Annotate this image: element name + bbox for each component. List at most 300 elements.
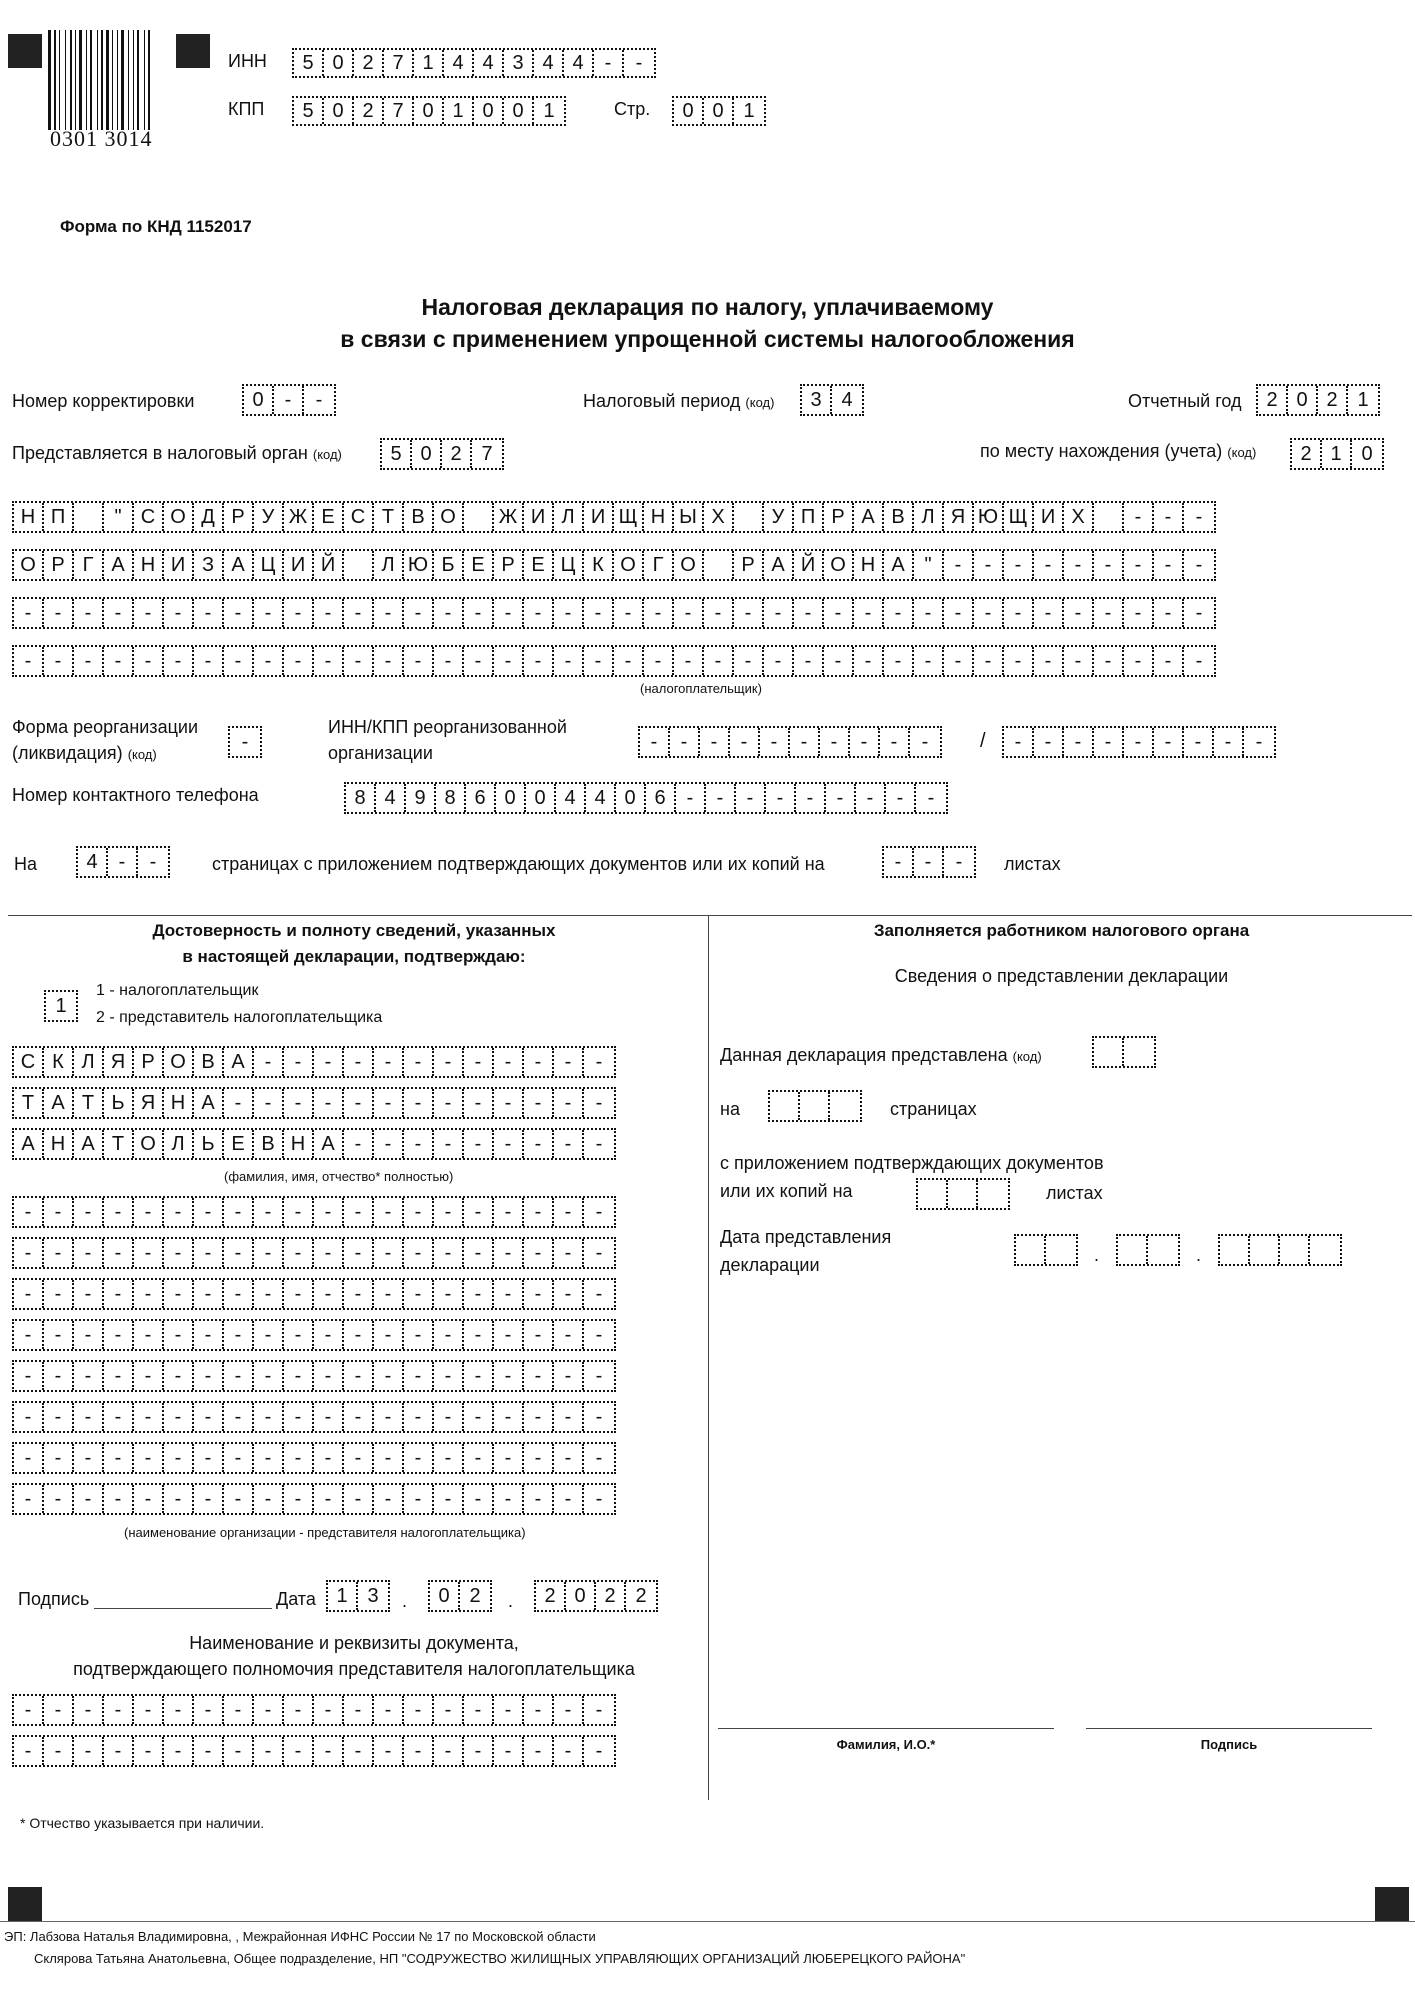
char-cell: -: [974, 647, 1004, 675]
char-cell: -: [1255, 731, 1263, 753]
char-cell: -: [134, 1696, 164, 1724]
char-cell: 0: [324, 50, 354, 76]
char-cell: ": [914, 551, 944, 579]
char-cell: -: [1004, 551, 1034, 579]
char-cell: -: [595, 1740, 603, 1762]
char-cell: -: [554, 1403, 584, 1431]
char-cell: -: [434, 1485, 464, 1513]
char-cell: -: [464, 1737, 494, 1765]
char-cell: 7: [384, 98, 414, 124]
char-cell: -: [344, 1321, 374, 1349]
char-cell: 1: [444, 98, 474, 124]
char-cell: 6: [466, 784, 496, 812]
char-cell: Т: [74, 1089, 104, 1117]
char-cell: -: [374, 1280, 404, 1308]
char-cell: Л: [74, 1048, 104, 1076]
char-cell: Н: [134, 551, 164, 579]
corner-marker-bottom-left: [8, 1887, 42, 1921]
char-cell: -: [284, 1280, 314, 1308]
char-cell: -: [1124, 647, 1154, 675]
pages-count-field[interactable]: [76, 846, 170, 878]
char-cell: Л: [554, 503, 584, 531]
char-cell: А: [224, 551, 254, 579]
char-cell: -: [241, 731, 249, 753]
signer-patronymic-row[interactable]: [12, 1128, 616, 1160]
char-cell: -: [254, 1737, 284, 1765]
date-year-field[interactable]: [534, 1580, 658, 1612]
char-cell: -: [164, 1444, 194, 1472]
char-cell: 1: [328, 1582, 358, 1610]
char-cell: [1016, 1236, 1046, 1264]
char-cell: -: [524, 1130, 554, 1158]
char-cell: -: [921, 731, 929, 753]
char-cell: -: [44, 1321, 74, 1349]
signer-surname-row[interactable]: [12, 1046, 616, 1078]
barcode-number: 0301 3014: [50, 126, 153, 151]
taxpayer-caption: (налогоплательщик): [640, 681, 762, 696]
char-cell: -: [464, 1280, 494, 1308]
char-cell: -: [434, 1048, 464, 1076]
char-cell: О: [614, 551, 644, 579]
char-cell: -: [1064, 728, 1094, 756]
char-cell: Ю: [404, 551, 434, 579]
char-cell: -: [1124, 728, 1154, 756]
char-cell: -: [1094, 551, 1124, 579]
char-cell: -: [284, 1321, 314, 1349]
signature-label: Подпись: [18, 1589, 90, 1609]
inn-field[interactable]: [292, 48, 656, 78]
char-cell: -: [494, 1089, 524, 1117]
char-cell: -: [554, 1089, 584, 1117]
char-cell: -: [595, 1092, 603, 1114]
reorg-form-label-1: Форма реорганизации: [12, 717, 198, 737]
char-cell: -: [676, 784, 706, 812]
char-cell: Р: [734, 551, 764, 579]
char-cell: -: [1195, 650, 1203, 672]
char-cell: -: [314, 1089, 344, 1117]
char-cell: Р: [494, 551, 524, 579]
signature-line[interactable]: [94, 1608, 272, 1609]
officer-name-label: Фамилия, И.О.*: [836, 1737, 936, 1752]
char-cell: -: [434, 599, 464, 627]
char-cell: -: [1034, 728, 1064, 756]
char-cell: 4: [376, 784, 406, 812]
char-cell: -: [404, 1280, 434, 1308]
char-cell: -: [595, 1488, 603, 1510]
char-cell: Г: [74, 551, 104, 579]
char-cell: -: [344, 1485, 374, 1513]
char-cell: -: [1034, 647, 1064, 675]
attach-label-1: с приложением подтверждающих документов: [720, 1153, 1104, 1173]
char-cell: -: [134, 1362, 164, 1390]
char-cell: -: [194, 1696, 224, 1724]
char-cell: -: [494, 1198, 524, 1226]
char-cell: -: [74, 1696, 104, 1724]
char-cell: 8: [436, 784, 466, 812]
rep-org-row-1[interactable]: [12, 1196, 616, 1228]
barcode-bar: [133, 30, 134, 130]
char-cell: 0: [566, 1582, 596, 1610]
char-cell: В: [404, 503, 434, 531]
char-cell: Ю: [974, 503, 1004, 531]
receive-day-field[interactable]: [1014, 1234, 1078, 1266]
period-field[interactable]: [800, 384, 864, 416]
char-cell: Ж: [284, 503, 314, 531]
char-cell: -: [955, 851, 963, 873]
year-field[interactable]: [1256, 384, 1380, 416]
char-cell: Н: [14, 503, 44, 531]
char-cell: -: [404, 1130, 434, 1158]
char-cell: [344, 551, 374, 579]
char-cell: Т: [104, 1130, 134, 1158]
char-cell: -: [524, 1362, 554, 1390]
char-cell: -: [524, 1737, 554, 1765]
char-cell: 1: [743, 100, 755, 122]
rep-org-row-6[interactable]: [12, 1401, 616, 1433]
char-cell: -: [524, 599, 554, 627]
char-cell: [1250, 1236, 1280, 1264]
char-cell: -: [704, 647, 734, 675]
char-cell: -: [254, 1444, 284, 1472]
rep-org-row-2[interactable]: [12, 1237, 616, 1269]
taxpayer-name-row-4[interactable]: [12, 645, 1216, 677]
char-cell: -: [254, 1048, 284, 1076]
char-cell: -: [464, 1239, 494, 1267]
doc-row-2[interactable]: [12, 1735, 616, 1767]
char-cell: [1148, 1236, 1178, 1264]
char-cell: -: [434, 647, 464, 675]
char-cell: -: [44, 599, 74, 627]
char-cell: -: [674, 599, 704, 627]
char-cell: -: [434, 1403, 464, 1431]
char-cell: -: [14, 1696, 44, 1724]
char-cell: -: [284, 647, 314, 675]
page-title-line2: в связи с применением упрощенной системы налогообложения: [340, 326, 1075, 352]
char-cell: Е: [224, 1130, 254, 1158]
taxpayer-name-row-2[interactable]: [12, 549, 1216, 581]
char-cell: -: [224, 1280, 254, 1308]
doc-row-1[interactable]: [12, 1694, 616, 1726]
char-cell: -: [314, 599, 344, 627]
on-label: на: [720, 1099, 740, 1119]
char-cell: -: [524, 1089, 554, 1117]
date-month-field[interactable]: [428, 1580, 492, 1612]
signer-name-row[interactable]: [12, 1087, 616, 1119]
char-cell: -: [194, 1362, 224, 1390]
char-cell: 3: [802, 386, 832, 414]
kpp-field[interactable]: [292, 96, 566, 126]
char-cell: И: [164, 551, 194, 579]
char-cell: -: [464, 1444, 494, 1472]
char-cell: -: [434, 1737, 464, 1765]
form-code: Форма по КНД 1152017: [60, 217, 252, 236]
char-cell: -: [374, 1089, 404, 1117]
char-cell: 0: [616, 784, 646, 812]
char-cell: -: [644, 647, 674, 675]
barcode-bar: [101, 30, 103, 130]
char-cell: -: [284, 1048, 314, 1076]
officer-name-line[interactable]: [718, 1728, 1054, 1729]
char-cell: -: [880, 728, 910, 756]
char-cell: -: [494, 1403, 524, 1431]
char-cell: У: [764, 503, 794, 531]
receive-month-field[interactable]: [1116, 1234, 1180, 1266]
char-cell: -: [434, 1089, 464, 1117]
char-cell: Я: [104, 1048, 134, 1076]
barcode-bar: [144, 30, 145, 130]
char-cell: -: [194, 647, 224, 675]
authority-field[interactable]: [380, 438, 504, 470]
char-cell: -: [760, 728, 790, 756]
char-cell: -: [14, 1321, 44, 1349]
char-cell: -: [494, 1444, 524, 1472]
char-cell: -: [524, 1280, 554, 1308]
char-cell: Н: [44, 1130, 74, 1158]
char-cell: -: [1154, 728, 1184, 756]
char-cell: -: [14, 1280, 44, 1308]
char-cell: -: [914, 599, 944, 627]
rep-org-row-7[interactable]: [12, 1442, 616, 1474]
char-cell: -: [554, 1737, 584, 1765]
page-number-field[interactable]: [672, 96, 766, 126]
char-cell: -: [434, 1239, 464, 1267]
char-cell: -: [194, 1485, 224, 1513]
char-cell: -: [554, 1198, 584, 1226]
kpp-label: КПП: [228, 99, 265, 119]
char-cell: -: [944, 599, 974, 627]
char-cell: 1: [55, 995, 67, 1017]
char-cell: -: [1154, 647, 1184, 675]
char-cell: А: [104, 551, 134, 579]
reorg-kpp-field[interactable]: [1002, 726, 1276, 758]
char-cell: -: [314, 1403, 344, 1431]
char-cell: И: [1034, 503, 1064, 531]
reorg-slash: /: [980, 730, 986, 752]
reorg-form-field[interactable]: [228, 726, 262, 758]
char-cell: -: [44, 1737, 74, 1765]
signer-type-field[interactable]: [44, 990, 78, 1022]
char-cell: О: [134, 1130, 164, 1158]
char-cell: -: [404, 1048, 434, 1076]
char-cell: -: [194, 1321, 224, 1349]
location-field[interactable]: [1290, 438, 1384, 470]
char-cell: -: [134, 1444, 164, 1472]
char-cell: [1280, 1236, 1310, 1264]
char-cell: -: [494, 1485, 524, 1513]
char-cell: 2: [536, 1582, 566, 1610]
char-cell: -: [554, 1239, 584, 1267]
char-cell: -: [554, 1696, 584, 1724]
char-cell: П: [44, 503, 74, 531]
location-label: по месту нахождения (учета) (код): [980, 441, 1257, 461]
char-cell: -: [1154, 599, 1184, 627]
sheets-received-field[interactable]: [916, 1178, 1010, 1210]
char-cell: [918, 1180, 948, 1208]
char-cell: 5: [382, 440, 412, 468]
barcode-bar: [106, 30, 109, 130]
char-cell: -: [374, 1198, 404, 1226]
char-cell: -: [344, 1089, 374, 1117]
char-cell: -: [974, 599, 1004, 627]
char-cell: А: [224, 1048, 254, 1076]
char-cell: Й: [794, 551, 824, 579]
barcode-bar: [79, 30, 82, 130]
char-cell: -: [44, 1362, 74, 1390]
char-cell: -: [524, 647, 554, 675]
reorg-inn-field[interactable]: [638, 726, 942, 758]
char-cell: П: [794, 503, 824, 531]
corner-marker-bottom-right: [1375, 1887, 1409, 1921]
char-cell: -: [494, 1280, 524, 1308]
char-cell: -: [44, 1485, 74, 1513]
column-divider: [708, 915, 709, 1800]
char-cell: А: [764, 551, 794, 579]
char-cell: Р: [824, 503, 854, 531]
reorg-form-label-2: (ликвидация) (код): [12, 743, 157, 763]
char-cell: -: [315, 389, 323, 411]
char-cell: -: [344, 647, 374, 675]
char-cell: Я: [134, 1089, 164, 1117]
char-cell: -: [884, 599, 914, 627]
barcode-bar: [75, 30, 76, 130]
char-cell: -: [1064, 551, 1094, 579]
char-cell: -: [595, 1051, 603, 1073]
char-cell: [1220, 1236, 1250, 1264]
char-cell: 0: [474, 98, 504, 124]
char-cell: -: [254, 1696, 284, 1724]
char-cell: -: [434, 1198, 464, 1226]
char-cell: -: [134, 1280, 164, 1308]
char-cell: -: [374, 1737, 404, 1765]
char-cell: -: [74, 1321, 104, 1349]
char-cell: -: [494, 1048, 524, 1076]
char-cell: -: [314, 1362, 344, 1390]
attach-label-2: или их копий на: [720, 1181, 853, 1201]
barcode-bar: [86, 30, 87, 130]
char-cell: -: [524, 1696, 554, 1724]
char-cell: -: [224, 599, 254, 627]
char-cell: -: [1094, 728, 1124, 756]
char-cell: -: [314, 1444, 344, 1472]
char-cell: -: [595, 1406, 603, 1428]
char-cell: -: [635, 52, 643, 74]
char-cell: -: [554, 647, 584, 675]
char-cell: -: [595, 1324, 603, 1346]
char-cell: В: [194, 1048, 224, 1076]
taxpayer-name-row-3[interactable]: [12, 597, 1216, 629]
char-cell: -: [706, 784, 736, 812]
char-cell: -: [595, 1201, 603, 1223]
char-cell: -: [314, 1239, 344, 1267]
char-cell: -: [164, 1198, 194, 1226]
char-cell: -: [344, 1280, 374, 1308]
char-cell: -: [554, 1362, 584, 1390]
char-cell: Х: [1064, 503, 1094, 531]
char-cell: -: [886, 784, 916, 812]
char-cell: -: [224, 1321, 254, 1349]
char-cell: -: [554, 599, 584, 627]
char-cell: 0: [504, 98, 534, 124]
char-cell: -: [594, 50, 624, 76]
sheets-count-field[interactable]: [882, 846, 976, 878]
char-cell: 0: [412, 440, 442, 468]
char-cell: -: [194, 1239, 224, 1267]
correction-field[interactable]: [242, 384, 336, 416]
char-cell: -: [44, 1403, 74, 1431]
char-cell: -: [14, 1737, 44, 1765]
char-cell: -: [404, 1089, 434, 1117]
submitted-code-field[interactable]: [1092, 1036, 1156, 1068]
char-cell: Б: [434, 551, 464, 579]
char-cell: -: [284, 1089, 314, 1117]
char-cell: -: [254, 1280, 284, 1308]
char-cell: -: [74, 1362, 104, 1390]
char-cell: -: [44, 1444, 74, 1472]
barcode-bar: [54, 30, 56, 130]
barcode-bar: [59, 30, 60, 130]
char-cell: -: [14, 1444, 44, 1472]
char-cell: 0: [430, 1582, 460, 1610]
char-cell: Г: [644, 551, 674, 579]
char-cell: Х: [704, 503, 734, 531]
char-cell: [1094, 1038, 1124, 1066]
char-cell: -: [108, 848, 138, 876]
phone-field[interactable]: [344, 782, 948, 814]
char-cell: -: [224, 1403, 254, 1431]
char-cell: -: [1124, 503, 1154, 531]
char-cell: -: [974, 551, 1004, 579]
char-cell: -: [344, 1130, 374, 1158]
char-cell: -: [344, 1696, 374, 1724]
char-cell: 2: [354, 98, 384, 124]
char-cell: 2: [596, 1582, 626, 1610]
officer-signature-line[interactable]: [1086, 1728, 1372, 1729]
char-cell: 1: [543, 100, 555, 122]
char-cell: 0: [674, 98, 704, 124]
receive-year-field[interactable]: [1218, 1234, 1342, 1266]
barcode-bar: [70, 30, 72, 130]
char-cell: -: [464, 647, 494, 675]
footnote: * Отчество указывается при наличии.: [20, 1815, 265, 1831]
char-cell: Ь: [104, 1089, 134, 1117]
char-cell: Н: [284, 1130, 314, 1158]
char-cell: -: [404, 1696, 434, 1724]
date-day-field[interactable]: [326, 1580, 390, 1612]
char-cell: -: [104, 1280, 134, 1308]
char-cell: 1: [1322, 440, 1352, 468]
char-cell: А: [14, 1130, 44, 1158]
char-cell: -: [164, 1737, 194, 1765]
char-cell: 8: [346, 784, 376, 812]
pages-received-field[interactable]: [768, 1090, 862, 1122]
char-cell: -: [374, 1444, 404, 1472]
rep-org-row-5[interactable]: [12, 1360, 616, 1392]
rep-org-row-4[interactable]: [12, 1319, 616, 1351]
rep-org-row-3[interactable]: [12, 1278, 616, 1310]
authority-label: Представляется в налоговый орган (код): [12, 443, 342, 463]
taxpayer-name-row-1[interactable]: [12, 501, 1216, 533]
char-cell: Р: [224, 503, 254, 531]
char-cell: 2: [1318, 386, 1348, 414]
char-cell: -: [284, 1696, 314, 1724]
char-cell: -: [640, 728, 670, 756]
char-cell: -: [14, 1485, 44, 1513]
char-cell: -: [224, 1737, 254, 1765]
char-cell: -: [595, 1283, 603, 1305]
char-cell: [978, 1180, 1008, 1208]
char-cell: К: [584, 551, 614, 579]
rep-org-row-8[interactable]: [12, 1483, 616, 1515]
